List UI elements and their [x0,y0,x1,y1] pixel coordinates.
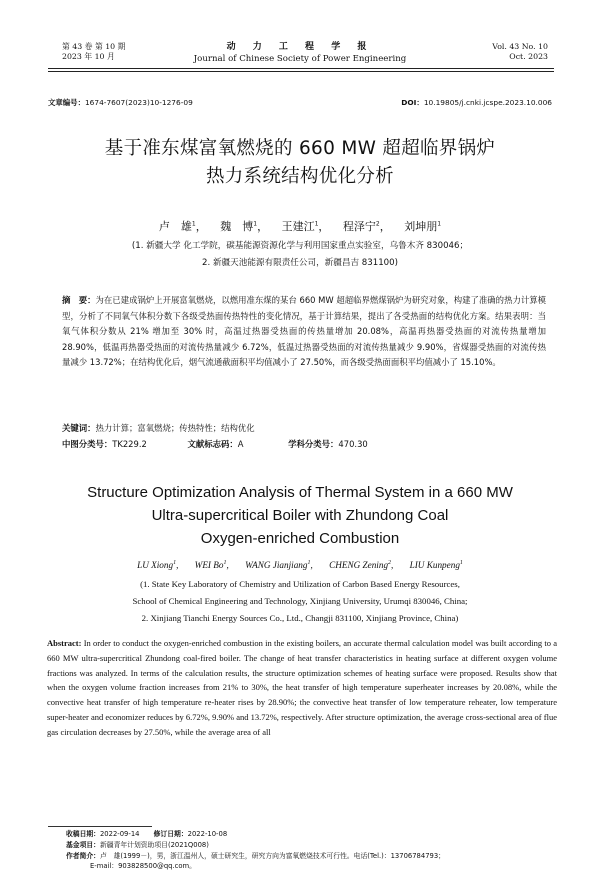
footnote-rule [48,826,152,827]
keywords-cn [62,422,255,434]
author-cn: 卢 雄$^1$， [158,220,207,233]
doi-value: 10.19805/j.cnki.jcspe.2023.10.006 [423,98,552,107]
issue-date-en: Oct. 2023 [509,52,548,61]
journal-volume-info-en [492,42,548,62]
affiliation-en-2: School of Chemical Engineering and Technology, Xinjiang University, Urumqi 830046, China; [132,596,468,606]
keywords-cn-text: 热力计算；富氧燃烧；传热特性；结构优化 [95,423,255,433]
title-cn-line1: 基于准东煤富氧燃烧的 660 MW 超超临界锅炉 [104,138,496,159]
author-en: WANG Jianjiang$^1$, [245,560,313,571]
header-rule-thin [48,71,554,72]
footnote-dates [66,829,227,840]
article-number-label: 文章编号： [48,98,85,107]
affiliation-cn-2: 2. 新疆天池能源有限责任公司，新疆昌吉 831100) [202,258,398,268]
title-cn-line2: 热力系统结构优化分析 [205,166,394,187]
volume-issue-en: Vol. 43 No. 10 [492,42,548,51]
issue-date: 2023 年 10 月 [62,52,115,61]
affiliation-en-3: 2. Xinjiang Tianchi Energy Sources Co., Ltd., Changji 831100, Xinjiang Province, China) [141,613,459,623]
received-label: 收稿日期： [66,830,100,838]
author-en: CHENG Zening$^2$, [329,560,394,571]
doi-label: DOI： [401,98,424,107]
abstract-cn-text: 为在已建成锅炉上开展富氧燃烧，以燃用准东煤的某台 660 MW 超超临界燃煤锅炉为研究对象，构建了准确的热力计算模型，分析了不同氧气体积分数下各级受热面传热特性的变化情况，基于计算结果，提出了各受热面的结构优化方案。结果表明：当氧气体积分数从 21% 增加至 30% 时，高温过热器受热面的传热量增加 20.08%，高温再热器受热面的对流传热量增加 28.90%，低温再热器受热面的对流传热量减少 6.72%，低温过热器受热面的对流传热量减少 9.90%，省煤器受热面的对流传热量减少 13.72%；在结构优化后，烟气流通截面积平均值减小了 27.50%，而各级受热面面积平均值减小了 15.10%。 [62,295,546,368]
author-en: WEI Bo$^1$, [194,560,229,571]
abstract-cn [62,293,546,371]
author-cn: 王建江$^1$， [281,220,330,233]
journal-title-en: Journal of Chinese Society of Power Engineering [193,54,407,64]
author-cn: 刘坤朋$^1$ [404,220,442,233]
doc-value: A [237,439,244,449]
abstract-en-text: In order to conduct the oxygen-enriched combustion in the existing boilers, an accurate thermal calculation model was built according to a 660 MW ultra-supercritical Zhundong coal-fired boiler. The change of heat transfer characteristics in heating surface at different oxygen volume fractions was analyzed. In terms of the calculation results, the structure optimization schemes of heating surface were proposed. Results show that when the oxygen volume fraction increases from 21% to 30%, the heat transfer of high temperature superheater increases by 20.08%, while the convective heat transfer of high temperature re-heater rises by 28.90%; the convective heat transfer of low temperature reheater, low temperature super-heater and economizer reduces by 6.72%, 9.90% and 13.72%, respectively. After structure optimization, the average cross-sectional area of flue gas circulation decreases by 27.50%, while the average area of all [47,638,557,737]
article-number [48,97,193,108]
subject-value: 470.30 [338,439,368,449]
abstract-en-label: Abstract: [47,638,82,648]
doi [401,97,552,108]
abstract-en [47,636,557,740]
footnote-fund [66,840,209,851]
author-en: LIU Kunpeng$^1$ [409,560,463,571]
revised-label: 修订日期： [153,830,188,838]
title-en-line3: Oxygen-enriched Combustion [200,530,400,547]
author-en: LU Xiong$^1$, [137,560,179,571]
classification [62,438,546,450]
article-number-value: 1674-7607(2023)10-1276-09 [84,98,193,107]
clc-value: TK229.2 [112,439,147,449]
author-bio-text: 卢 雄(1999－)，男，浙江温州人，硕士研究生，研究方向为富氧燃烧技术可行性。电话(Tel.)：13706784793； [99,852,445,860]
volume-issue: 第 43 卷 第 10 期 [62,42,126,51]
doc-label: 文献标志码： [187,439,238,449]
author-bio-label: 作者简介： [66,852,100,860]
received-date: 2022-09-14 [99,830,140,838]
journal-title-cn: 动 力 工 程 学 报 [226,42,374,52]
subject-label: 学科分类号： [288,439,339,449]
authors-en [0,560,600,570]
authors-cn [0,218,600,234]
fund-text: 新疆青年计划资助项目(2021Q008) [99,841,209,849]
affiliation-en-1: (1. State Key Laboratory of Chemistry and Utilization of Carbon Based Energy Resources, [140,579,460,589]
abstract-cn-label: 摘 要： [62,295,96,305]
author-cn: 程泽宁$^2$， [342,220,391,233]
revised-date: 2022-10-08 [187,830,228,838]
title-en-line1: Structure Optimization Analysis of Thermal System in a 660 MW [87,484,513,501]
keywords-cn-label: 关键词： [62,423,96,433]
title-en-line2: Ultra-supercritical Boiler with Zhundong Coal [151,507,449,524]
clc-label: 中图分类号： [62,439,113,449]
affiliation-cn-1: (1. 新疆大学 化工学院，碳基能源资源化学与利用国家重点实验室，乌鲁木齐 830046； [131,241,469,251]
header-rule [48,68,554,69]
fund-label: 基金项目： [66,841,100,849]
author-cn: 魏 博$^1$， [220,220,269,233]
footnote-email: E-mail：903828500@qq.com。 [90,862,196,870]
